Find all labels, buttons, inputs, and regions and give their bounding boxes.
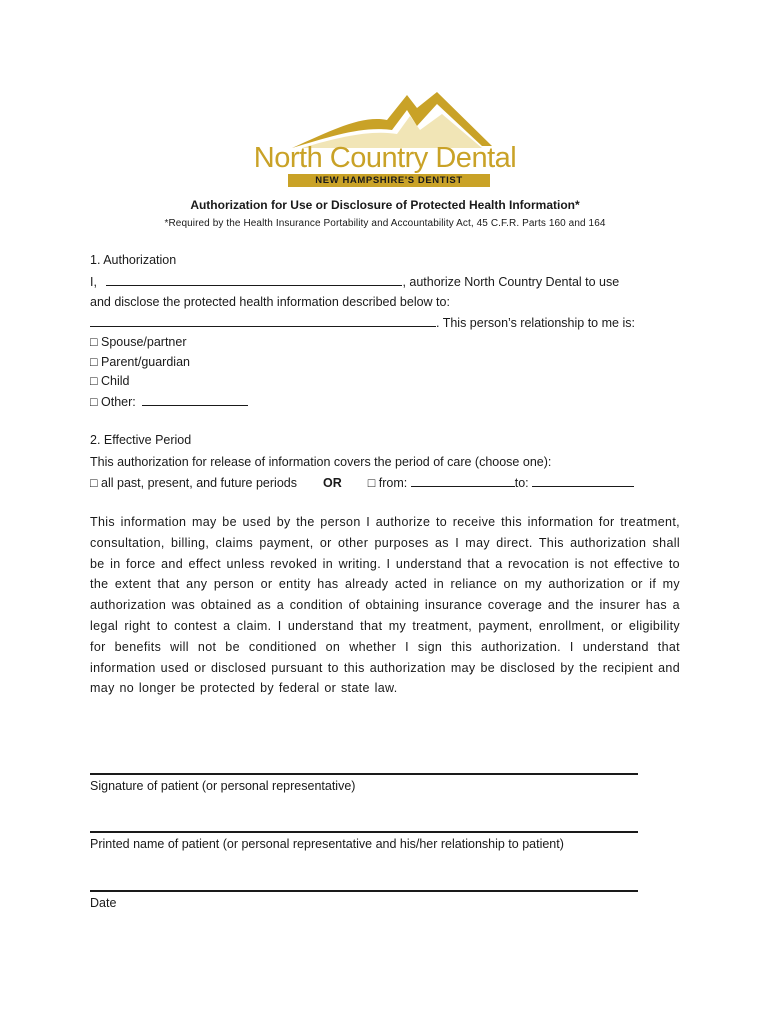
form-subtitle: *Required by the Health Insurance Portability and Accountability Act, 45 C.F.R. Parts 160 and 164 [164,218,606,229]
north-country-dental-logo [252,90,518,190]
to-label: to: [514,476,529,490]
option-spouse[interactable]: □ Spouse/partner [90,335,187,349]
option-child[interactable]: □ Child [90,374,130,388]
date-label: Date [90,896,117,910]
printed-name-line[interactable] [90,831,638,833]
option-from[interactable]: □ from: [367,476,408,490]
option-all-periods[interactable]: □ all past, present, and future periods [90,476,297,490]
from-date-blank[interactable] [411,475,515,487]
date-line[interactable] [90,890,638,892]
logo-tagline: NEW HAMPSHIRE'S DENTIST [315,175,463,186]
authorize-line [90,274,690,289]
period-options-line [90,475,690,490]
patient-name-blank[interactable] [106,274,402,286]
section2-heading: 2. Effective Period [90,433,192,447]
disclose-line: and disclose the protected health information described below to: [90,295,450,309]
signature-line[interactable] [90,773,638,775]
authorize-suffix: , authorize North Country Dental to use [402,275,620,289]
printed-name-label: Printed name of patient (or personal representative and his/her relationship to patient) [90,837,564,851]
logo-wordmark: North Country Dental [253,142,517,174]
recipient-blank[interactable] [90,315,436,327]
recipient-line [90,315,690,330]
other-blank[interactable] [142,394,248,406]
section1-heading: 1. Authorization [90,253,177,267]
to-date-blank[interactable] [532,475,634,487]
form-title: Authorization for Use or Disclosure of Protected Health Information* [190,198,580,212]
option-other-line [90,394,690,409]
mountain-logo-icon [292,90,492,150]
authorize-prefix: I, [90,275,97,289]
period-intro: This authorization for release of information covers the period of care (choose one): [90,455,552,469]
option-other[interactable]: □ Other: [90,395,136,409]
signature-label: Signature of patient (or personal representative) [90,779,356,793]
or-label: OR [322,476,342,490]
option-parent[interactable]: □ Parent/guardian [90,355,190,369]
disclosure-paragraph: This information may be used by the person I authorize to receive this information for treatment, consultation, billing, claims payment, or other purposes as I may direct. This authorization shall be in force and effect unless revoked in writing. I understand that a revocation is not effective to the extent that any person or entity has already acted in reliance on my authorization or if my authorization was obtained as a condition of obtaining insurance coverage and the insurer has a legal right to contest a claim. I understand that my treatment, payment, enrollment, or eligibility for benefits will not be conditioned on whether I sign this authorization. I understand that information used or disclosed pursuant to this authorization may be disclosed by the recipient and may no longer be protected by federal or state law. [90,515,680,696]
relationship-prompt: . This person’s relationship to me is: [436,316,635,330]
